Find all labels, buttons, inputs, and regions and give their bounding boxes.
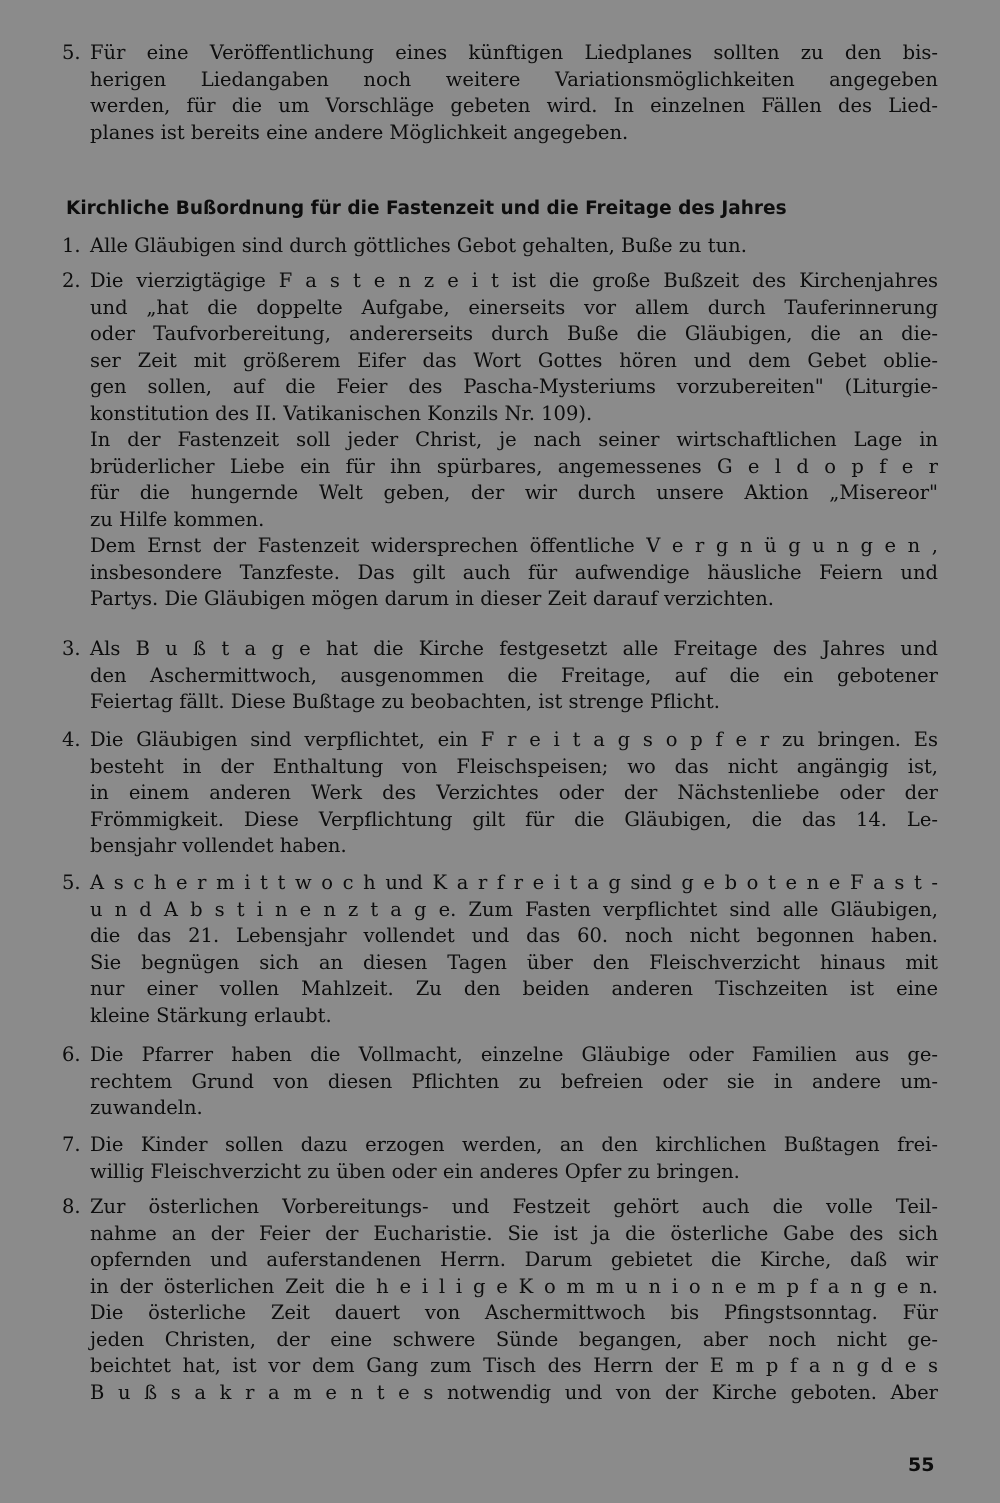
text-line: kleine Stärkung erlaubt. — [90, 1003, 332, 1027]
text-line: Die Gläubigen sind verpflichtet, ein F r e i t a g s o p f e r zu bringen. Es — [90, 728, 938, 751]
text-line: A s c h e r m i t t w o c h und K a r f r e i t a g sind g e b o t e n e F a s t - — [90, 871, 938, 894]
text-line: Die Pfarrer haben die Vollmacht, einzelne Gläubige oder Familien aus ge- — [90, 1043, 938, 1066]
text-line: in der österlichen Zeit die h e i l i g e K o m m u n i o n e m p f a n g e n. — [90, 1274, 938, 1298]
text-line: konstitution des II. Vatikanischen Konzils Nr. 109). — [90, 401, 593, 425]
text-line: beichtet hat, ist vor dem Gang zum Tisch des Herrn der E m p f a n g d e s — [90, 1354, 938, 1377]
text-line: und „hat die doppelte Aufgabe, einerseits vor allem durch Tauferinnerung — [90, 295, 938, 319]
item-body — [90, 1132, 938, 1185]
text-line: den Aschermittwoch, ausgenommen die Freitage, auf die ein gebotener — [90, 663, 938, 687]
text-line: Die Kinder sollen dazu erzogen werden, an den kirchlichen Bußtagen frei- — [90, 1133, 938, 1156]
text-line: brüderlicher Liebe ein für ihn spürbares, angemessenes G e l d o p f e r — [90, 454, 938, 478]
text-line: für die hungernde Welt geben, der wir durch unsere Aktion „Misereor" — [90, 481, 938, 504]
text-line: Frömmigkeit. Diese Verpflichtung gilt für die Gläubigen, die das 14. Le- — [90, 807, 938, 831]
text-line: herigen Liedangaben noch weitere Variationsmöglichkeiten angegeben — [90, 67, 938, 91]
text-line: besteht in der Enthaltung von Fleischspeisen; wo das nicht angängig ist, — [90, 754, 938, 778]
text-line: Für eine Veröffentlichung eines künftigen Liedplanes sollten zu den bis- — [90, 41, 938, 64]
text-line: B u ß s a k r a m e n t e s notwendig und von der Kirche geboten. Aber — [90, 1380, 938, 1404]
text-line: zuwandeln. — [90, 1096, 203, 1119]
text-line: Feiertag fällt. Diese Bußtage zu beobachten, ist strenge Pflicht. — [90, 690, 720, 713]
text-line: Die vierzigtägige F a s t e n z e i t ist die große Bußzeit des Kirchenjahres — [90, 269, 938, 292]
text-line: ser Zeit mit größerem Eifer das Wort Gottes hören und dem Gebet oblie- — [90, 348, 938, 372]
text-line: u n d A b s t i n e n z t a g e. Zum Fasten verpflichtet sind alle Gläubigen, — [90, 897, 938, 921]
text-line: opfernden und auferstandenen Herrn. Darum gebietet die Kirche, daß wir — [90, 1248, 938, 1271]
text-line: Als B u ß t a g e hat die Kirche festgesetzt alle Freitage des Jahres und — [90, 637, 938, 660]
item-number: 5. — [62, 41, 81, 64]
item-number: 6. — [62, 1043, 81, 1066]
item-number: 2. — [62, 269, 81, 292]
text-line: nahme an der Feier der Eucharistie. Sie ist ja die österliche Gabe des sich — [90, 1221, 938, 1245]
text-line: Sie begnügen sich an diesen Tagen über den Fleischverzicht hinaus mit — [90, 950, 938, 974]
text-line: planes ist bereits eine andere Möglichkeit angegeben. — [90, 120, 629, 144]
text-line: gen sollen, auf die Feier des Pascha-Mysteriums vorzubereiten" (Liturgie- — [90, 375, 938, 398]
intro-item-5 — [62, 40, 938, 150]
text-line: in einem anderen Werk des Verzichtes oder der Nächstenliebe oder der — [90, 781, 938, 804]
text-line: oder Taufvorbereitung, andererseits durch Buße die Gläubigen, die an die- — [90, 322, 938, 345]
text-line: Partys. Die Gläubigen mögen darum in dieser Zeit darauf verzichten. — [90, 587, 774, 610]
item-body — [90, 233, 938, 260]
text-line: die das 21. Lebensjahr vollendet und das 60. noch nicht begonnen haben. — [90, 924, 938, 947]
text-line: werden, für die um Vorschläge gebeten wird. In einzelnen Fällen des Lied- — [90, 94, 938, 117]
text-line: insbesondere Tanzfeste. Das gilt auch für aufwendige häusliche Feiern und — [90, 560, 938, 584]
item-number: 5. — [62, 871, 81, 894]
text-line: willig Fleischverzicht zu üben oder ein anderes Opfer zu bringen. — [90, 1159, 740, 1183]
item-body — [90, 1042, 938, 1122]
item-body — [90, 40, 938, 146]
item-number: 4. — [62, 728, 81, 751]
item-number: 3. — [62, 637, 81, 660]
text-line: zu Hilfe kommen. — [90, 507, 265, 531]
item-body — [90, 268, 938, 613]
text-line: jeden Christen, der eine schwere Sünde begangen, aber noch nicht ge- — [90, 1327, 938, 1351]
item-number: 7. — [62, 1133, 81, 1156]
text-line: Zur österlichen Vorbereitungs- und Festzeit gehört auch die volle Teil- — [90, 1195, 938, 1218]
item-number: 8. — [62, 1195, 81, 1218]
item-body — [90, 727, 938, 860]
item-body — [90, 1194, 938, 1406]
text-line: Alle Gläubigen sind durch göttliches Gebot gehalten, Buße zu tun. — [90, 234, 747, 257]
text-line: rechtem Grund von diesen Pflichten zu befreien oder sie in andere um- — [90, 1069, 938, 1093]
text-line: nur einer vollen Mahlzeit. Zu den beiden anderen Tischzeiten ist eine — [90, 977, 938, 1000]
text-line: Die österliche Zeit dauert von Aschermittwoch bis Pfingstsonntag. Für — [90, 1301, 938, 1324]
item-body — [90, 870, 938, 1029]
item-number: 1. — [62, 234, 81, 257]
item-body — [90, 636, 938, 716]
page-number: 55 — [908, 1454, 935, 1476]
text-line: Dem Ernst der Fastenzeit widersprechen öffentliche V e r g n ü g u n g e n , — [90, 534, 938, 557]
text-line: In der Fastenzeit soll jeder Christ, je nach seiner wirtschaftlichen Lage in — [90, 428, 938, 451]
section-heading: Kirchliche Bußordnung für die Fastenzeit und die Freitage des Jahres — [66, 198, 787, 219]
text-line: bensjahr vollendet haben. — [90, 834, 347, 857]
